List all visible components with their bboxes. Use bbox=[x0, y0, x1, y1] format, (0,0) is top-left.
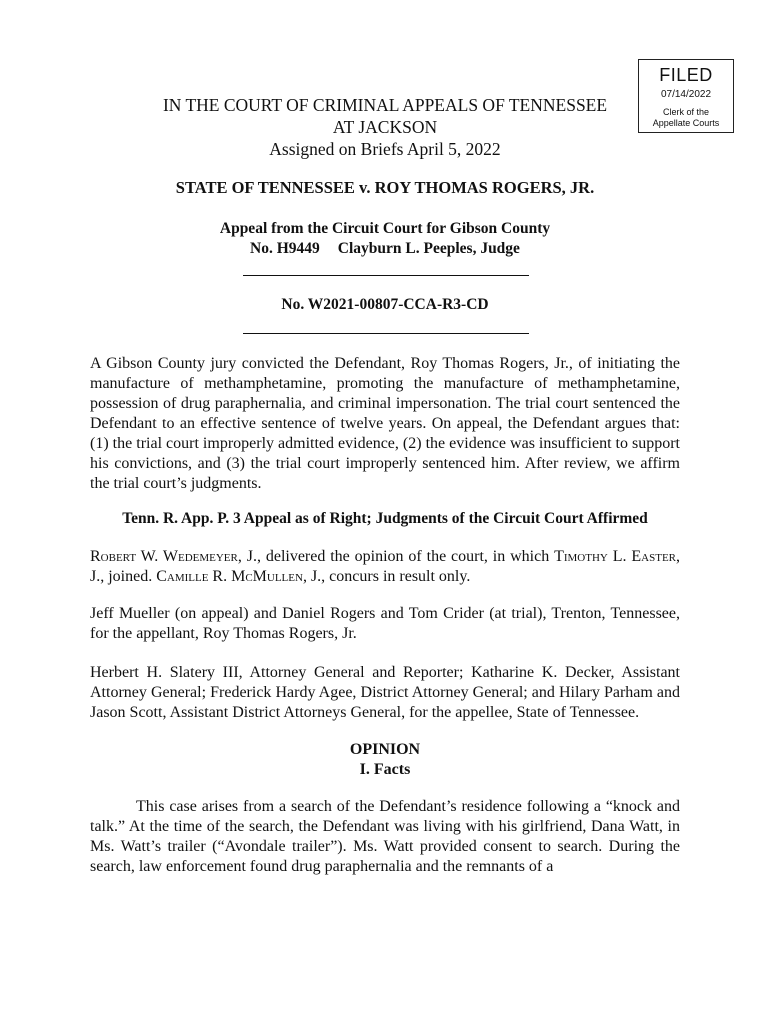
briefs-date: Assigned on Briefs April 5, 2022 bbox=[269, 139, 501, 159]
appeal-from: Appeal from the Circuit Court for Gibson County bbox=[219, 220, 551, 237]
stamp-filed-date: 07/14/2022 bbox=[660, 89, 712, 100]
appeal-number-judge bbox=[90, 239, 680, 259]
divider-top bbox=[243, 275, 529, 276]
case-caption: STATE OF TENNESSEE v. ROY THOMAS ROGERS, JR. bbox=[175, 178, 595, 197]
divider-bottom bbox=[243, 333, 529, 334]
facts-paragraph: This case arises from a search of the Defendant’s residence following a “knock and talk.” At the time of the search, the Defendant was living with his girlfriend, Dana Watt, in Ms. Watt’s trailer (“Avondale trailer”). Ms. Watt provided consent to search. During the search, law enforcement found drug paraphernalia and the remnants of a bbox=[90, 798, 680, 875]
opinion-heading: OPINION bbox=[349, 741, 421, 758]
trial-number: No. H9449 bbox=[250, 240, 320, 257]
counsel-appellee: Herbert H. Slatery III, Attorney General and Reporter; Katharine K. Decker, Assistant Attorney General; Frederick Hardy Agee, District Attorney General; and Hilary Parham and Jason Scott, Assistant District Attorneys General, for the appellee, State of Tennessee. bbox=[90, 664, 680, 721]
stamp-clerk-line2: Appellate Courts bbox=[652, 118, 720, 128]
case-summary: A Gibson County jury convicted the Defendant, Roy Thomas Rogers, Jr., of initiating the manufacture of methamphetamine, promoting the manufacture of methamphetamine, possession of drug paraphernalia, and criminal impersonation. The trial court sentenced the Defendant to an effective sentence of twelve years. On appeal, the Defendant argues that: (1) the trial court improperly admitted evidence, (2) the evidence was insufficient to support his convictions, and (3) the trial court improperly sentenced him. After review, we affirm the trial court’s judgments. bbox=[90, 355, 680, 492]
counsel-appellant: Jeff Mueller (on appeal) and Daniel Rogers and Tom Crider (at trial), Trenton, Tennessee, for the appellant, Roy Thomas Rogers, Jr. bbox=[90, 605, 680, 642]
stamp-clerk-line1: Clerk of the bbox=[662, 107, 710, 117]
stamp-filed-label: FILED bbox=[659, 65, 713, 85]
court-location: AT JACKSON bbox=[332, 117, 438, 137]
court-name: IN THE COURT OF CRIMINAL APPEALS OF TENNESSEE bbox=[162, 95, 608, 115]
concurring-judge: Camille R. McMullen bbox=[156, 568, 303, 585]
court-heading bbox=[90, 94, 680, 160]
authorship-text-3: , J., concurs in result only. bbox=[302, 568, 471, 585]
section-heading-facts: I. Facts bbox=[359, 761, 411, 778]
authoring-judge: Robert W. Wedemeyer bbox=[90, 548, 238, 565]
opinion-heading-block bbox=[90, 740, 680, 780]
appeal-block bbox=[90, 219, 680, 259]
joining-judge: Timothy L. Easter bbox=[554, 548, 676, 565]
authorship-text-1: , J., delivered the opinion of the court, in which bbox=[237, 548, 555, 565]
authorship-text-2: , J., joined. bbox=[90, 548, 680, 585]
authorship-line bbox=[90, 547, 680, 587]
trial-judge: Clayburn L. Peeples, Judge bbox=[337, 240, 520, 257]
holding-line: Tenn. R. App. P. 3 Appeal as of Right; Judgments of the Circuit Court Affirmed bbox=[122, 510, 648, 527]
docket-number: No. W2021-00807-CCA-R3-CD bbox=[281, 296, 489, 313]
